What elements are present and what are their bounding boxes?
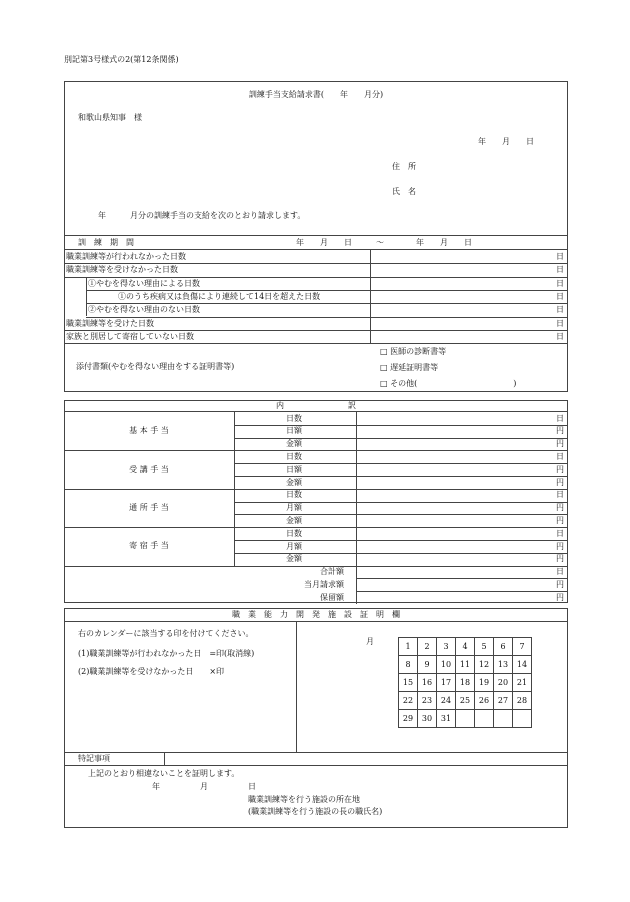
day-unit: 日 xyxy=(556,331,564,341)
calendar-day[interactable]: 31 xyxy=(437,710,456,728)
day-unit: 日 xyxy=(556,291,564,301)
calendar-day[interactable]: 21 xyxy=(513,674,532,692)
day-unit: 日 xyxy=(556,318,564,328)
allowance-row-label: 月額 xyxy=(286,503,302,513)
calendar-day[interactable]: 16 xyxy=(418,674,437,692)
calendar-grid xyxy=(398,637,532,728)
total-label: 保留額 xyxy=(320,592,344,602)
calendar-day[interactable]: 24 xyxy=(437,692,456,710)
calendar-day[interactable]: 11 xyxy=(456,656,475,674)
allowance-unit: 円 xyxy=(556,464,564,474)
request-title: 訓練手当支給請求書( 年 月分) xyxy=(248,90,384,99)
total-label: 当月請求額 xyxy=(304,579,344,589)
calendar-day[interactable]: 15 xyxy=(399,674,418,692)
allowance-unit: 円 xyxy=(556,554,564,564)
allowance-unit: 日 xyxy=(556,451,564,461)
day-count-label: 職業訓練等を受けた日数 xyxy=(66,318,154,328)
calendar-instruction: 右のカレンダーに該当する印を付けてください。 xyxy=(78,629,254,638)
allowance-row-label: 日額 xyxy=(286,464,302,474)
total-label: 合計額 xyxy=(320,567,344,577)
calendar-day[interactable]: 2 xyxy=(418,638,437,656)
special-notes-label: 特記事項 xyxy=(78,754,110,763)
allowance-unit: 円 xyxy=(556,439,564,449)
breakdown-header: 内 訳 xyxy=(276,401,356,410)
attach-option-other[interactable]: □ その他( ) xyxy=(380,379,517,388)
total-unit: 円 xyxy=(556,592,564,602)
calendar-day[interactable]: 26 xyxy=(475,692,494,710)
calendar-day[interactable]: 1 xyxy=(399,638,418,656)
allowance-group-name: 通 所 手 当 xyxy=(129,503,169,512)
attachment-label-text: 添付書類(やむを得ない理由をする証明書等) xyxy=(76,362,235,371)
day-unit: 日 xyxy=(556,305,564,315)
total-unit: 円 xyxy=(556,579,564,589)
addressee: 和歌山県知事 様 xyxy=(78,113,142,122)
allowance-row-label: 日数 xyxy=(286,451,302,461)
calendar-day[interactable]: 3 xyxy=(437,638,456,656)
request-text: 年 月分の訓練手当の支給を次のとおり請求します。 xyxy=(98,211,306,220)
calendar-day[interactable] xyxy=(513,710,532,728)
address-label: 住 所 xyxy=(392,162,416,171)
day-count-label: 職業訓練等が行われなかった日数 xyxy=(66,252,186,261)
calendar-day[interactable]: 19 xyxy=(475,674,494,692)
day-unit: 日 xyxy=(556,252,564,261)
calendar-day[interactable]: 6 xyxy=(494,638,513,656)
allowance-unit: 日 xyxy=(556,528,564,538)
period-value: 年 月 日 ～ 年 月 日 xyxy=(296,238,472,247)
allowance-unit: 円 xyxy=(556,503,564,513)
month-label: 月 xyxy=(366,637,374,646)
allowance-unit: 円 xyxy=(556,541,564,551)
attachment-row xyxy=(64,343,568,392)
allowance-row-label: 金額 xyxy=(286,439,302,449)
allowance-row-label: 金額 xyxy=(286,477,302,487)
day-unit: 日 xyxy=(556,278,564,288)
day-count-label: ②やむを得ない理由のない日数 xyxy=(88,305,200,315)
facility-address-label: 職業訓練等を行う施設の所在地 xyxy=(248,795,360,804)
form-number-note: 別記第3号様式の2(第12条関係) xyxy=(64,55,179,64)
allowance-row-label: 日数 xyxy=(286,490,302,500)
facility-head-label: (職業訓練等を行う施設の長の職氏名) xyxy=(248,807,383,816)
calendar-day[interactable]: 23 xyxy=(418,692,437,710)
allowance-group-name: 受 講 手 当 xyxy=(129,464,169,474)
allowance-row-label: 金額 xyxy=(286,515,302,525)
calendar-day[interactable]: 4 xyxy=(456,638,475,656)
date-line: 年 月 日 xyxy=(478,137,534,146)
total-unit: 日 xyxy=(556,567,564,577)
allowance-row-label: 日額 xyxy=(286,426,302,436)
allowance-unit: 円 xyxy=(556,477,564,487)
calendar-day[interactable]: 29 xyxy=(399,710,418,728)
day-count-label: 家族と別居して寄宿していない日数 xyxy=(66,331,194,341)
calendar-day[interactable]: 30 xyxy=(418,710,437,728)
allowance-unit: 円 xyxy=(556,515,564,525)
calendar-day[interactable]: 18 xyxy=(456,674,475,692)
allowance-row-label: 日数 xyxy=(286,413,302,423)
allowance-unit: 日 xyxy=(556,413,564,423)
mark-note-2: (2)職業訓練等を受けなかった日 ×印 xyxy=(78,667,225,676)
calendar-day[interactable] xyxy=(475,710,494,728)
calendar-day[interactable]: 14 xyxy=(513,656,532,674)
calendar-day[interactable]: 7 xyxy=(513,638,532,656)
calendar-day[interactable]: 27 xyxy=(494,692,513,710)
calendar-day[interactable]: 10 xyxy=(437,656,456,674)
mark-note-1: (1)職業訓練等が行われなかった日 =印(取消線) xyxy=(78,649,255,658)
calendar-day[interactable]: 28 xyxy=(513,692,532,710)
allowance-row-label: 日数 xyxy=(286,528,302,538)
calendar-day[interactable]: 20 xyxy=(494,674,513,692)
calendar-day[interactable]: 17 xyxy=(437,674,456,692)
allowance-row-label: 月額 xyxy=(286,541,302,551)
allowance-group-name: 基 本 手 当 xyxy=(129,426,169,436)
calendar-day[interactable]: 25 xyxy=(456,692,475,710)
day-count-label: 職業訓練等を受けなかった日数 xyxy=(66,265,178,275)
allowance-group-name: 寄 宿 手 当 xyxy=(129,541,169,551)
calendar-day[interactable]: 9 xyxy=(418,656,437,674)
certification-title: 職 業 能 力 開 発 施 設 証 明 欄 xyxy=(232,610,400,619)
period-label: 訓 練 期 間 xyxy=(78,238,134,247)
calendar-day[interactable]: 8 xyxy=(399,656,418,674)
day-count-label: ①やむを得ない理由による日数 xyxy=(88,278,200,288)
calendar-day[interactable]: 12 xyxy=(475,656,494,674)
allowance-unit: 日 xyxy=(556,490,564,500)
calendar-day[interactable]: 13 xyxy=(494,656,513,674)
calendar-day[interactable]: 22 xyxy=(399,692,418,710)
certify-date: 年 月 日 xyxy=(152,782,256,791)
name-label: 氏 名 xyxy=(392,187,416,196)
calendar-day[interactable]: 5 xyxy=(475,638,494,656)
allowance-row-label: 金額 xyxy=(286,554,302,564)
day-count-label: ①のうち疾病又は負傷により連続して14日を超えた日数 xyxy=(118,291,321,301)
allowance-unit: 円 xyxy=(556,426,564,436)
attach-option-delay[interactable]: □ 遅延証明書等 xyxy=(380,363,439,372)
calendar-day[interactable] xyxy=(456,710,475,728)
calendar-day[interactable] xyxy=(494,710,513,728)
certify-text: 上記のとおり相違ないことを証明します。 xyxy=(88,769,240,778)
day-unit: 日 xyxy=(556,265,564,275)
attach-option-doctor[interactable]: □ 医師の診断書等 xyxy=(380,347,447,356)
